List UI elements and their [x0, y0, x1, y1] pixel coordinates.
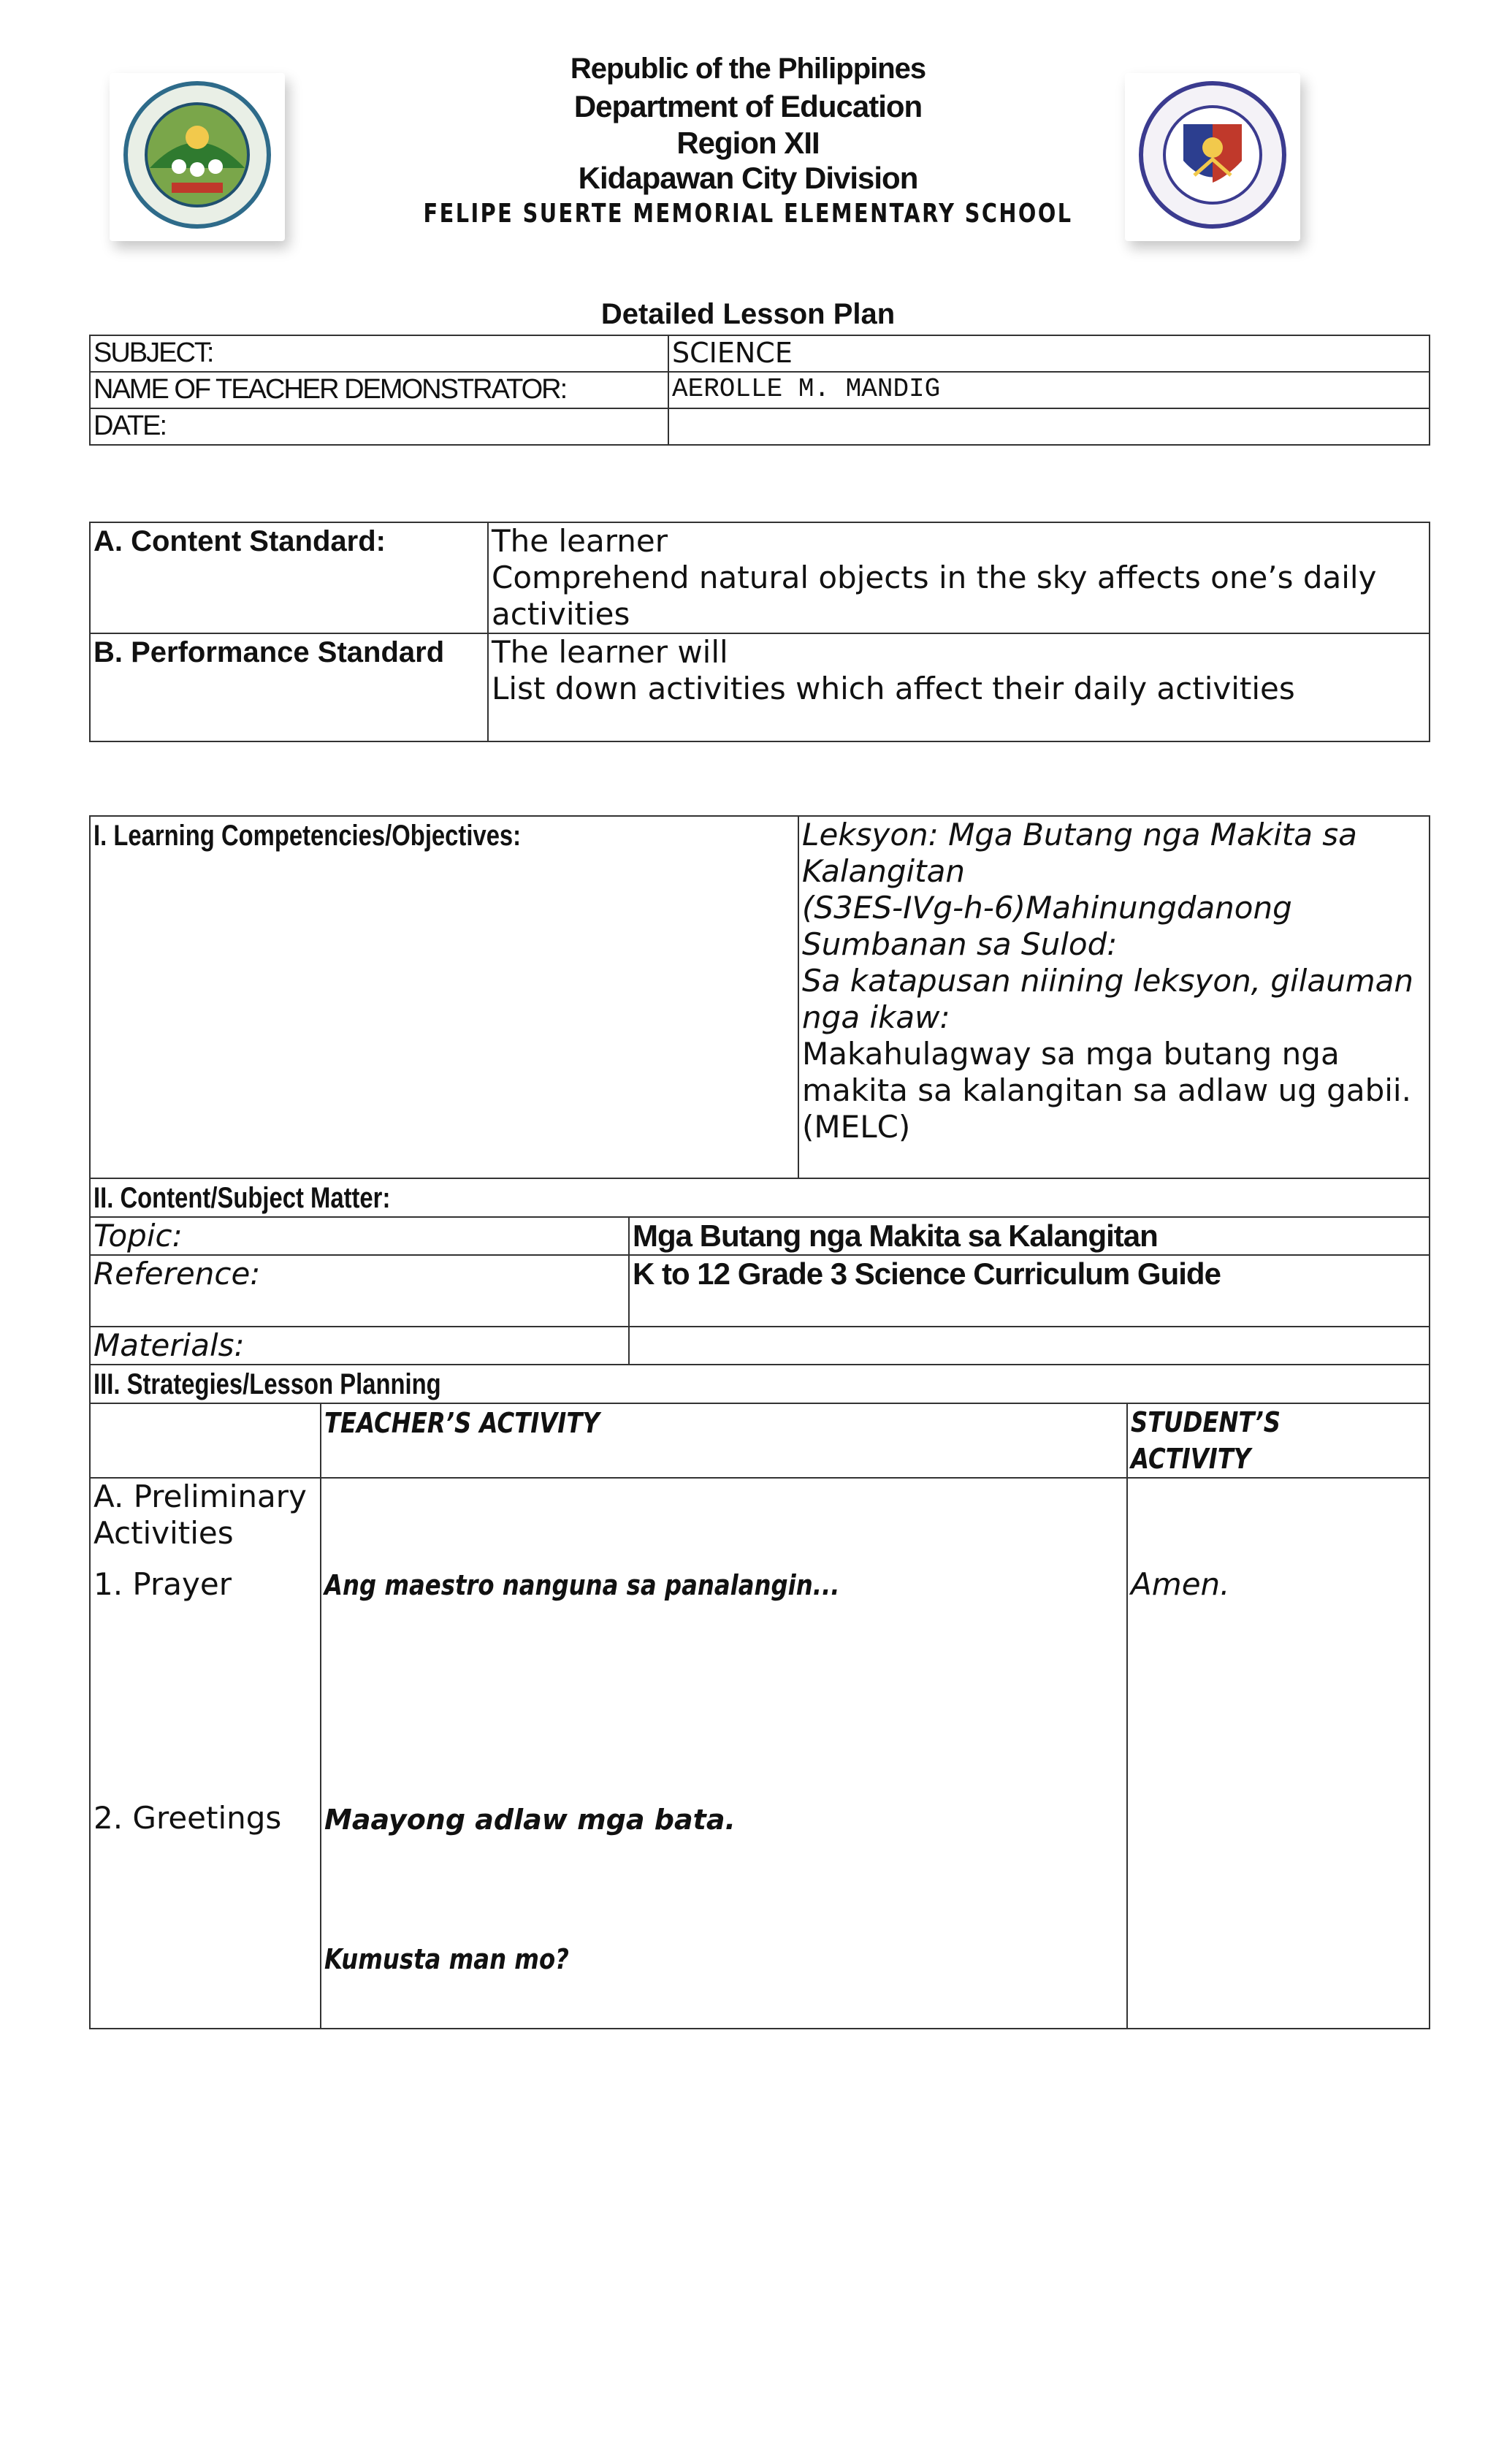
header-department: Department of Education: [573, 89, 923, 123]
materials-value: [629, 1327, 1430, 1365]
topic-value: Mga Butang nga Makita sa Kalangitan: [629, 1217, 1430, 1255]
performance-standard-value: [488, 633, 1430, 741]
preliminary-activities-label: A. Preliminary Activities: [94, 1479, 307, 1551]
subject-value: SCIENCE: [668, 335, 1430, 372]
teacher-activity-header: TEACHER’S ACTIVITY: [324, 1407, 600, 1439]
table-row: [90, 1178, 1430, 1217]
student-activity-header: STUDENT’S ACTIVITY: [1131, 1406, 1281, 1475]
date-label: DATE:: [90, 408, 668, 445]
table-row: [90, 1403, 1430, 1478]
teacher-activity-header-cell: [321, 1403, 1127, 1478]
subject-label: SUBJECT:: [90, 335, 668, 372]
activity-labels-cell: [90, 1478, 321, 2029]
table-row: [90, 522, 1430, 633]
header-republic: Republic of the Philippines: [570, 53, 926, 85]
content-standard-value: [488, 522, 1430, 633]
table-row: [90, 1478, 1430, 2029]
topic-label: Topic:: [90, 1217, 629, 1255]
student-activity-header-cell: [1127, 1403, 1430, 1478]
objectives-label-cell: [90, 816, 798, 1178]
greetings-teacher-text: Maayong adlaw mga bata.: [324, 1804, 736, 1836]
objective-melc: Makahulagway sa mga butang nga makita sa kalangitan sa adlaw ug gabii. (MELC): [802, 1036, 1411, 1145]
table-row: [90, 1327, 1430, 1365]
greetings-teacher-question: Kumusta man mo?: [324, 1943, 569, 1975]
objective-intro: Sa katapusan niining leksyon, gilauman nga ikaw:: [802, 963, 1414, 1035]
date-value: [668, 408, 1430, 445]
table-row: [90, 633, 1430, 741]
table-row: [90, 816, 1430, 1178]
objective-code: (S3ES-IVg-h-6)Mahinungdanong Sumbanan sa Sulod:: [802, 890, 1292, 962]
teacher-label: NAME OF TEACHER DEMONSTRATOR:: [90, 372, 668, 408]
greetings-label: 2. Greetings: [94, 1800, 282, 1836]
performance-standard-line2: List down activities which affect their daily activities: [492, 671, 1295, 706]
content-standard-label: A. Content Standard:: [90, 522, 488, 633]
table-row: [90, 1217, 1430, 1255]
table-row: [90, 408, 1430, 445]
prayer-teacher-text: Ang maestro nanguna sa panalangin...: [324, 1569, 840, 1601]
objectives-label: I. Learning Competencies/Objectives:: [94, 820, 522, 852]
table-row: [90, 1255, 1430, 1327]
activity-header-blank: [90, 1403, 321, 1478]
content-standard-line2: Comprehend natural objects in the sky affects one’s daily activities: [492, 560, 1377, 632]
content-subject-label: II. Content/Subject Matter:: [94, 1182, 391, 1214]
performance-standard-line1: The learner will: [492, 634, 728, 670]
reference-label: Reference:: [90, 1255, 629, 1327]
performance-standard-label: B. Performance Standard: [90, 633, 488, 741]
objective-lesson-title: Leksyon: Mga Butang nga Makita sa Kalangitan: [802, 817, 1357, 889]
lesson-table: [89, 815, 1430, 2029]
teacher-value: AEROLLE M. MANDIG: [668, 372, 1430, 408]
reference-value: K to 12 Grade 3 Science Curriculum Guide: [629, 1255, 1430, 1327]
table-row: [90, 335, 1430, 372]
prayer-student-text: Amen.: [1131, 1566, 1230, 1602]
content-standard-line1: The learner: [492, 523, 668, 559]
prayer-label: 1. Prayer: [94, 1566, 232, 1602]
content-subject-row: [90, 1178, 1430, 1217]
document-title: Detailed Lesson Plan: [600, 298, 896, 330]
teacher-activity-cell: [321, 1478, 1127, 2029]
header-region: Region XII: [676, 126, 820, 160]
materials-label: Materials:: [90, 1327, 629, 1365]
table-row: [90, 1365, 1430, 1403]
strategies-row: [90, 1365, 1430, 1403]
standards-table: [89, 522, 1430, 742]
info-table: [89, 335, 1430, 446]
student-activity-cell: [1127, 1478, 1430, 2029]
header-division: Kidapawan City Division: [578, 161, 918, 195]
objectives-content: [798, 816, 1430, 1178]
header-school: FELIPE SUERTE MEMORIAL ELEMENTARY SCHOOL: [423, 199, 1073, 229]
table-row: [90, 372, 1430, 408]
strategies-label: III. Strategies/Lesson Planning: [94, 1368, 441, 1400]
